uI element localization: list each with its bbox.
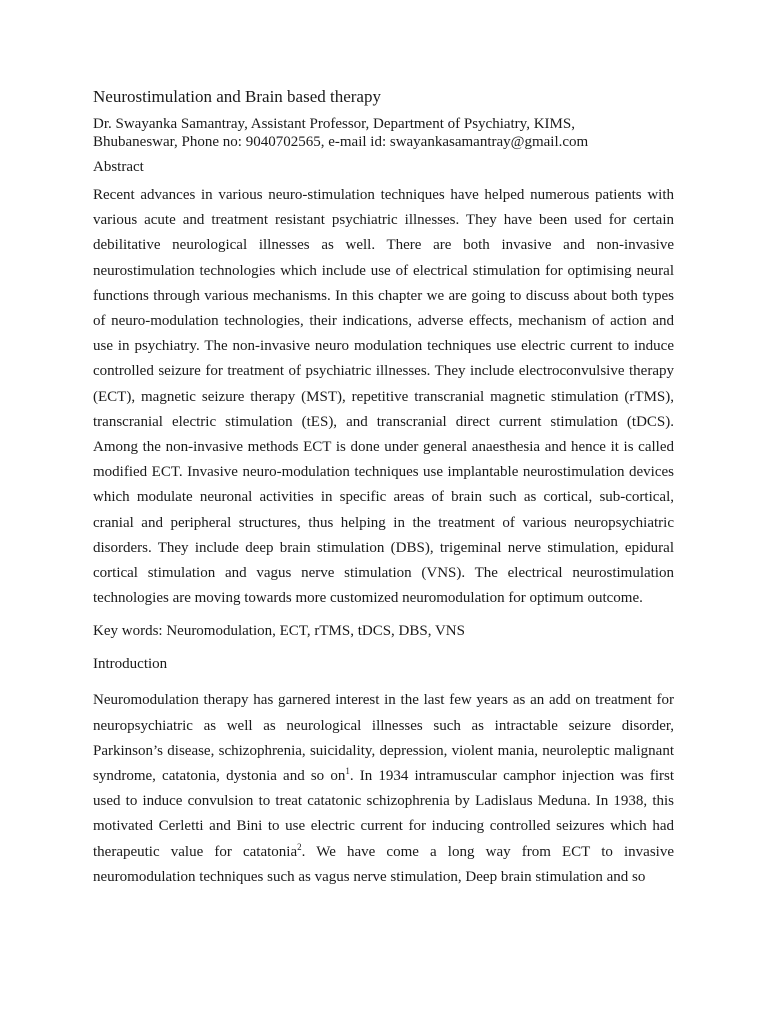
abstract-heading: Abstract bbox=[93, 159, 144, 175]
document-title: Neurostimulation and Brain based therapy bbox=[93, 87, 381, 106]
intro-text-part-1: Neuromodulation therapy has garnered interest in the last few years as an add on treatment for neuropsychiatric as well as neurological illnesses such as intractable seizure disorder, Parkinson’s disease, schizophrenia, suicidality, depression, violent mania, neuroleptic malignant syndrome, catatonia, dystonia and so on bbox=[93, 692, 674, 785]
author-line-2: Bhubaneswar, Phone no: 9040702565, e-mail id: swayankasamantray@gmail.com bbox=[93, 134, 589, 150]
abstract-paragraph: Recent advances in various neuro-stimulation techniques have helped numerous patients with various acute and treatment resistant psychiatric illnesses. They have been used for certain debilitative neurological illnesses as well. There are both invasive and non-invasive neurostimulation technologies which include use of electrical stimulation for optimising neural functions through various mechanisms. In this chapter we are going to discuss about both types of neuro-modulation technologies, their indications, adverse effects, mechanism of action and use in psychiatry. The non-invasive neuro modulation techniques use electric current to induce controlled seizure for treatment of psychiatric illnesses. They include electroconvulsive therapy (ECT), magnetic seizure therapy (MST), repetitive transcranial magnetic stimulation (rTMS), transcranial electric stimulation (tES), and transcranial direct current stimulation (tDCS). Among the non-invasive methods ECT is done under general anaesthesia and hence it is called modified ECT. Invasive neuro-modulation techniques use implantable neurostimulation devices which modulate neuronal activities in specific areas of brain such as cortical, sub-cortical, cranial and peripheral structures, thus helping in the treatment of various neuropsychiatric disorders. They include deep brain stimulation (DBS), trigeminal nerve stimulation, epidural cortical stimulation and vagus nerve stimulation (VNS). The electrical neurostimulation technologies are moving towards more customized neuromodulation for optimum outcome. bbox=[93, 187, 674, 607]
intro-text-part-2: . In 1934 intramuscular camphor injection was first used to induce convulsion to treat catatonic schizophrenia by Ladislaus Meduna. In 1938, this motivated Cerletti and Bini to use electric current for inducing controlled seizures which had therapeutic value for catatonia bbox=[93, 768, 674, 860]
keywords: Key words: Neuromodulation, ECT, rTMS, tDCS, DBS, VNS bbox=[93, 623, 465, 640]
reference-1: 1 bbox=[345, 766, 350, 777]
reference-2: 2 bbox=[297, 841, 302, 852]
author-info bbox=[93, 115, 674, 151]
intro-text-part-3: . We have come a long way from ECT to invasive neuromodulation techniques such as vagus nerve stimulation, Deep brain stimulation and so bbox=[93, 843, 674, 885]
document-page bbox=[93, 86, 674, 890]
introduction-paragraph bbox=[93, 688, 674, 890]
author-line-1: Dr. Swayanka Samantray, Assistant Professor, Department of Psychiatry, KIMS, bbox=[93, 116, 575, 132]
introduction-heading: Introduction bbox=[93, 656, 168, 673]
